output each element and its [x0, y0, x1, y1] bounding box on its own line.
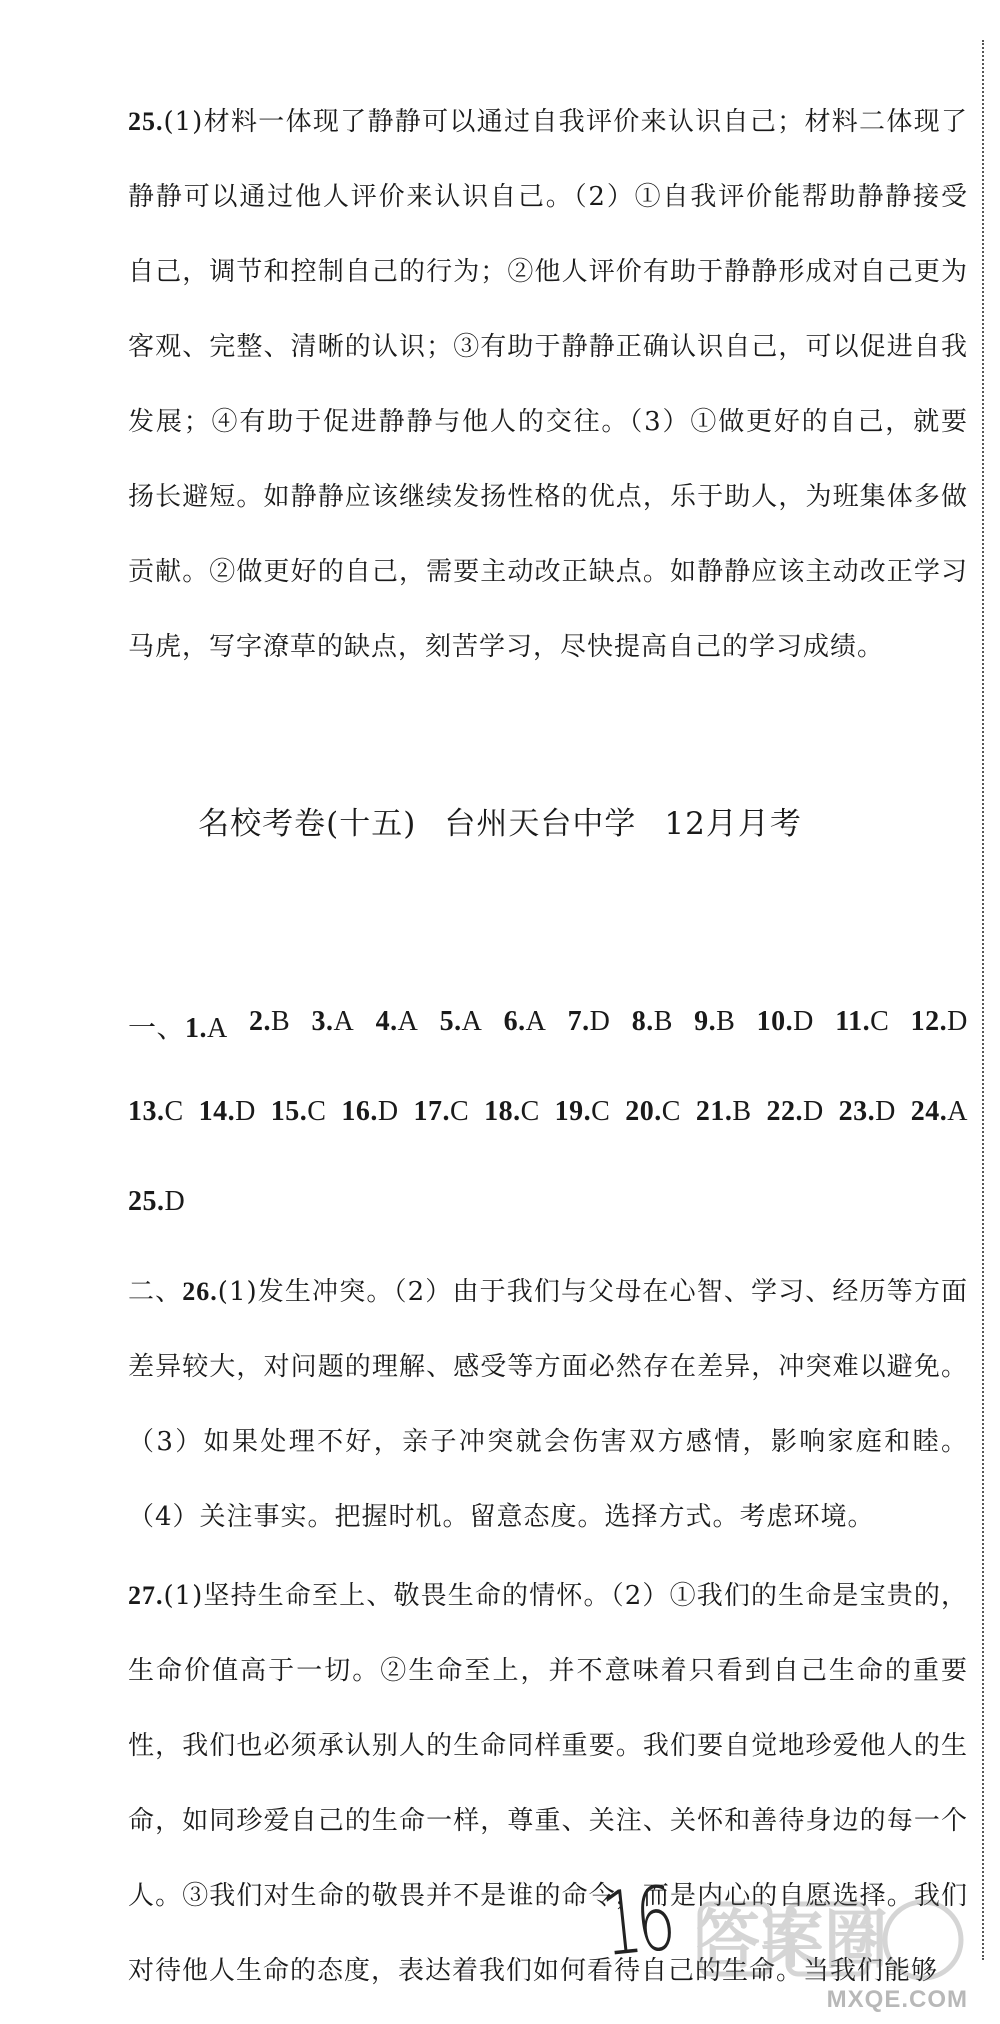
choice-answer	[625, 1096, 681, 1128]
answer-letter: A	[525, 1006, 547, 1037]
answer-letter: B	[271, 1006, 291, 1037]
choice-answer	[696, 1096, 752, 1128]
question-number: 11.	[835, 1006, 871, 1037]
question-number: 2.	[249, 1006, 272, 1037]
question-number: 22.	[766, 1096, 803, 1127]
answer-letter: B	[716, 1006, 736, 1037]
choice-answers-row-3	[128, 1186, 968, 1218]
choice-answer	[555, 1096, 611, 1128]
question-number: 16.	[341, 1096, 378, 1127]
question-number: 20.	[625, 1096, 662, 1127]
answer-letter: C	[520, 1096, 540, 1127]
watermark-url: MXQE.COM	[826, 1986, 968, 2013]
choice-answer	[413, 1096, 469, 1128]
answer-letter: A	[947, 1096, 968, 1127]
answer-letter: D	[802, 1096, 824, 1127]
question-number: 21.	[695, 1096, 733, 1127]
handwritten-page-number: 16	[597, 1866, 675, 1977]
question-number: 17.	[413, 1096, 450, 1127]
answer-text: (1)材料一体现了静静可以通过自我评价来认识自己；材料二体现了静静可以通过他人评价来认识自己。（2）①自我评价能帮助静静接受自己，调节和控制自己的行为；②他人评价有助于静静形成对自己更为客观、完整、清晰的认识；③有助于静静正确认识自己，可以促进自我发展；④有助于促进静静与他人的交往。（3）①做更好的自己，就要扬长避短。如静静应该继续发扬性格的优点，乐于助人，为班集体多做贡献。②做更好的自己，需要主动改正缺点。如静静应该主动改正学习马虎，写字潦草的缺点，刻苦学习，尽快提高自己的学习成绩。	[128, 107, 968, 662]
answer-letter: D	[377, 1096, 399, 1127]
question-number: 13.	[128, 1096, 165, 1127]
choice-answer	[911, 1006, 968, 1046]
question-number: 6.	[503, 1006, 526, 1037]
question-number: 27.	[128, 1581, 164, 1610]
answer-letter: D	[235, 1096, 256, 1127]
question-number: 18.	[484, 1096, 521, 1127]
question-number: 10.	[756, 1006, 794, 1037]
answer-letter: A	[461, 1006, 483, 1037]
question-number: 19.	[554, 1096, 592, 1127]
question-number: 15.	[270, 1096, 308, 1127]
question-number: 23.	[838, 1096, 876, 1127]
watermark-logo-text: 答案圈	[696, 1904, 888, 1978]
choice-answer	[199, 1096, 256, 1128]
choice-answer	[835, 1006, 889, 1046]
section-title	[0, 798, 1000, 843]
question-number: 24.	[910, 1096, 948, 1127]
answer-letter: C	[164, 1096, 184, 1127]
choice-answer	[694, 1006, 735, 1046]
answer-letter: C	[307, 1096, 327, 1127]
question-number: 9.	[694, 1006, 717, 1037]
answer-26	[128, 1254, 968, 1555]
answer-letter: A	[397, 1006, 419, 1037]
part-prefix: 一、	[128, 1011, 186, 1044]
choice-answer	[440, 1006, 483, 1046]
question-number: 8.	[631, 1006, 654, 1037]
answer-letter: C	[870, 1006, 890, 1037]
exam-type: 12月月考	[664, 806, 802, 842]
choice-answer	[839, 1096, 896, 1128]
answer-text: (1)发生冲突。（2）由于我们与父母在心智、学习、经历等方面差异较大，对问题的理解、感受等方面必然存在差异，冲突难以避免。（3）如果处理不好，亲子冲突就会伤害双方感情，影响家庭和睦。（4）关注事实。把握时机。留意态度。选择方式。考虑环境。	[128, 1277, 968, 1532]
question-number: 12.	[910, 1006, 948, 1037]
choice-answer	[128, 1096, 184, 1128]
choice-answer	[504, 1006, 547, 1046]
choice-answer	[568, 1006, 611, 1046]
answer-letter: C	[661, 1096, 681, 1127]
choice-answer	[128, 1006, 228, 1046]
question-number: 5.	[439, 1006, 462, 1037]
choice-answer	[312, 1006, 355, 1046]
choice-answer	[632, 1006, 673, 1046]
choice-answer	[376, 1006, 419, 1046]
answer-letter: B	[732, 1096, 752, 1127]
choice-answer	[757, 1006, 814, 1046]
answer-letter: A	[207, 1013, 228, 1044]
choice-answer	[341, 1096, 398, 1128]
school-name: 台州天台中学	[444, 806, 637, 842]
question-number: 1.	[185, 1013, 208, 1044]
choice-answer	[484, 1096, 540, 1128]
question-number: 4.	[375, 1006, 398, 1037]
part-prefix: 二、	[128, 1277, 183, 1307]
choice-answer	[249, 1006, 290, 1046]
choice-answer	[766, 1096, 823, 1128]
question-number: 14.	[198, 1096, 236, 1127]
binding-cut-line	[982, 40, 990, 1960]
answer-text: (1)坚持生命至上、敬畏生命的情怀。（2）①我们的生命是宝贵的，生命价值高于一切。②生命至上，并不意味着只看到自己生命的重要性，我们也必须承认别人的生命同样重要。我们要自觉地珍爱他人的生命，如同珍爱自己的生命一样，尊重、关注、关怀和善待身边的每一个人。③我们对生命的敬畏并不是谁的命令，而是内心的自愿选择。我们对待他人生命的态度，表达着我们如何看待自己的生命。当我们能够	[128, 1581, 968, 1986]
answer-letter: D	[793, 1006, 814, 1037]
choice-answers-row-2	[128, 1096, 968, 1128]
question-number: 25.	[128, 1186, 165, 1217]
answer-letter: D	[164, 1186, 186, 1217]
answer-letter: D	[947, 1006, 968, 1037]
answer-25-previous	[128, 84, 968, 685]
answer-letter: C	[449, 1096, 470, 1127]
answer-letter: D	[875, 1096, 896, 1127]
choice-answer	[911, 1096, 968, 1128]
question-number: 26.	[182, 1277, 218, 1306]
answer-letter: C	[591, 1096, 611, 1127]
exam-name: 名校考卷(十五)	[198, 806, 417, 842]
choice-answer	[128, 1186, 185, 1218]
answer-letter: A	[333, 1006, 355, 1037]
choice-answer	[271, 1096, 327, 1128]
question-number: 7.	[567, 1006, 590, 1037]
answer-letter: D	[589, 1006, 611, 1037]
question-number: 3.	[311, 1006, 334, 1037]
answer-letter: B	[653, 1006, 673, 1037]
choice-answers-row-1	[128, 1006, 968, 1046]
question-number: 25.	[128, 107, 164, 136]
